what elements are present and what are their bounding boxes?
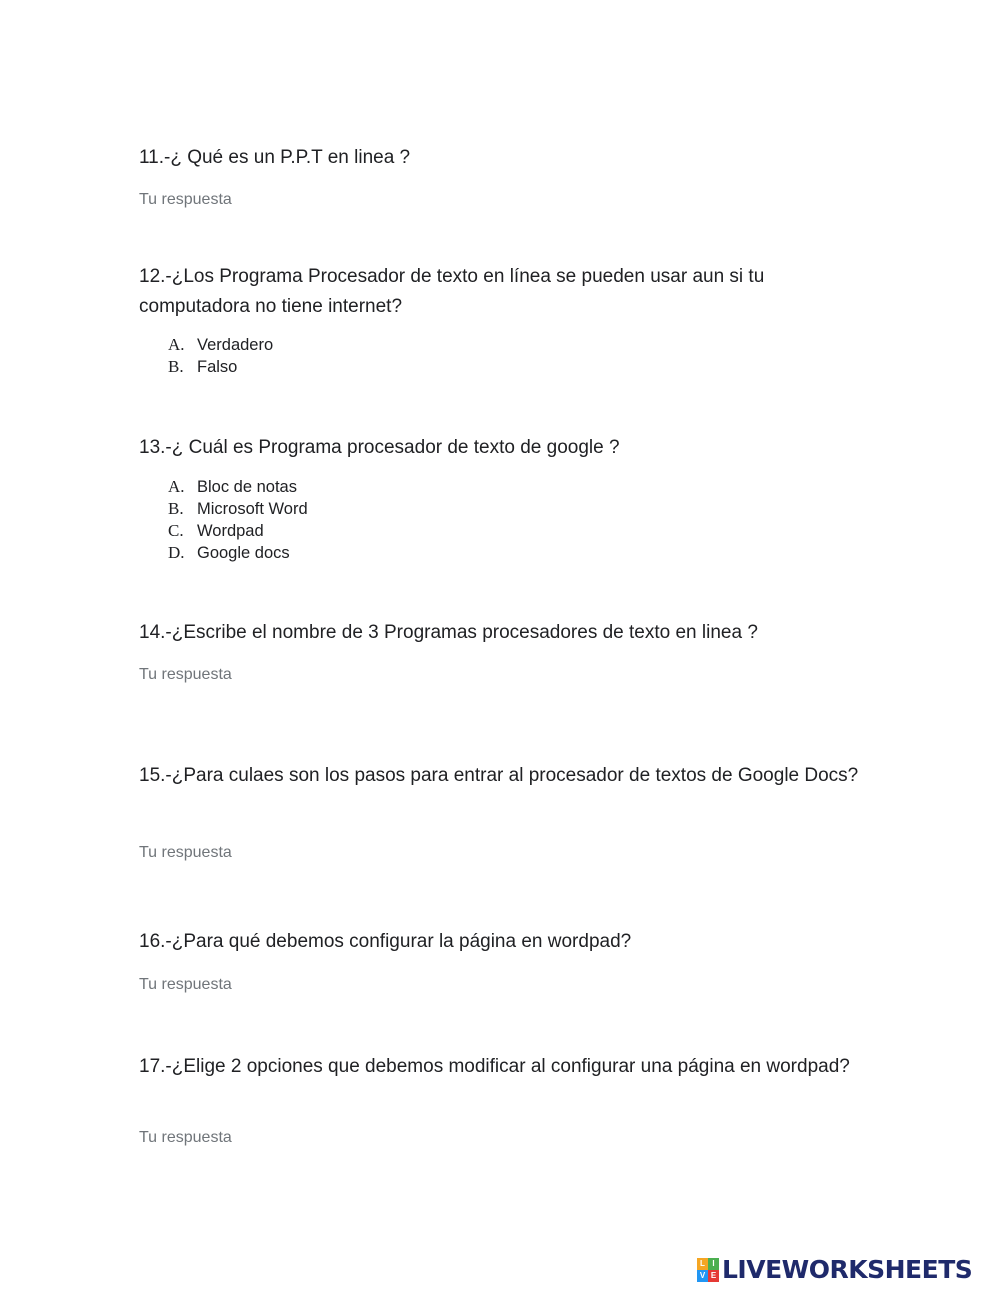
question-15: 15.-¿Para culaes son los pasos para entrar al procesador de textos de Google Docs?: [139, 765, 859, 786]
answer-field-16[interactable]: Tu respuesta: [139, 976, 232, 993]
liveworksheets-logo-text: LIVEWORKSHEETS: [722, 1255, 973, 1284]
option-text: Wordpad: [197, 522, 264, 540]
question-17: 17.-¿Elige 2 opciones que debemos modificar al configurar una página en wordpad?: [139, 1056, 850, 1077]
logo-mark-i: I: [708, 1258, 719, 1270]
question-11: 11.-¿ Qué es un P.P.T en linea ?: [139, 147, 411, 168]
option-13-d[interactable]: [168, 542, 308, 564]
question-14: 14.-¿Escribe el nombre de 3 Programas procesadores de texto en linea ?: [139, 622, 758, 643]
option-13-a[interactable]: [168, 476, 308, 498]
options-13: [168, 476, 308, 564]
option-letter: A.: [168, 335, 185, 354]
answer-field-15[interactable]: Tu respuesta: [139, 844, 232, 861]
option-13-c[interactable]: [168, 520, 308, 542]
liveworksheets-logo: [697, 1256, 972, 1284]
option-text: Google docs: [197, 544, 290, 562]
logo-mark-v: V: [697, 1270, 708, 1282]
options-12: [168, 334, 273, 378]
option-text: Verdadero: [197, 336, 274, 354]
option-letter: B.: [168, 499, 184, 518]
question-16: 16.-¿Para qué debemos configurar la página en wordpad?: [139, 931, 632, 952]
option-letter: B.: [168, 357, 184, 376]
answer-field-14[interactable]: Tu respuesta: [139, 666, 232, 683]
option-letter: D.: [168, 543, 185, 562]
option-text: Bloc de notas: [197, 478, 297, 496]
option-text: Microsoft Word: [197, 500, 308, 518]
option-13-b[interactable]: [168, 498, 308, 520]
option-letter: A.: [168, 477, 185, 496]
option-letter: C.: [168, 521, 184, 540]
option-12-b[interactable]: [168, 356, 273, 378]
question-12: 12.-¿Los Programa Procesador de texto en línea se pueden usar aun si tu computadora no tiene internet?: [139, 266, 765, 317]
logo-mark-l: L: [697, 1258, 708, 1270]
logo-mark-e: E: [708, 1270, 719, 1282]
option-12-a[interactable]: [168, 334, 273, 356]
liveworksheets-logo-icon: [697, 1258, 719, 1282]
answer-field-17[interactable]: Tu respuesta: [139, 1129, 232, 1146]
question-13: 13.-¿ Cuál es Programa procesador de texto de google ?: [139, 437, 620, 458]
answer-field-11[interactable]: Tu respuesta: [139, 191, 232, 208]
option-text: Falso: [197, 358, 238, 376]
